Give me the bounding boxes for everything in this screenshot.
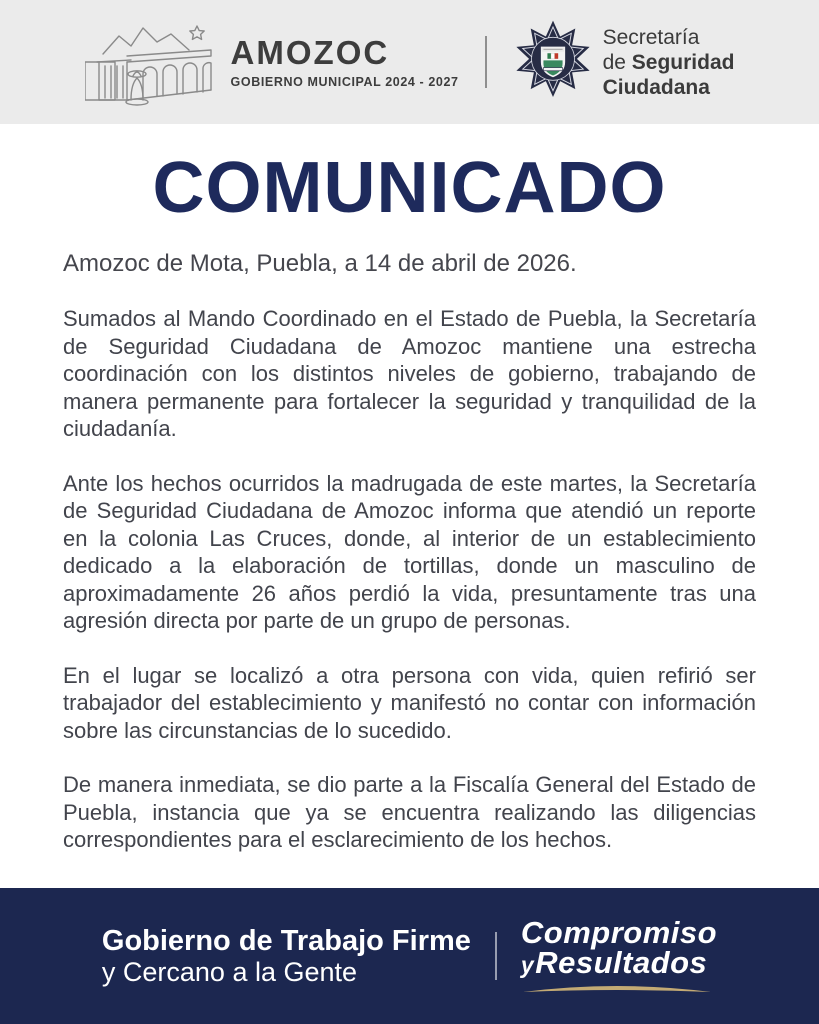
footer-motto-line2: yResultados (520, 945, 708, 980)
page-title: COMUNICADO (152, 148, 667, 228)
amozoc-municipal-logo (85, 16, 459, 108)
amozoc-wordmark-block (230, 33, 459, 89)
footer-slogan-line1: Gobierno de Trabajo Firme (101, 925, 471, 957)
body-paragraph-4: De manera inmediata, se dio parte a la Fiscalía General del Estado de Puebla, instancia que ya se encuentra realizando las diligencias correspondientes para el esclarecimiento de los hechos. (63, 772, 756, 852)
amozoc-subtitle: GOBIERNO MUNICIPAL 2024 - 2027 (230, 74, 459, 89)
footer-slogan-line2: y Cercano a la Gente (101, 957, 358, 987)
header-banner (0, 0, 819, 124)
gold-swoosh-underline (521, 984, 713, 994)
police-star-badge-icon (513, 19, 593, 105)
ssc-title-line2: de Seguridad (602, 50, 735, 74)
amozoc-wordmark: AMOZOC (230, 33, 390, 71)
communique-body (0, 124, 819, 854)
footer-divider (495, 932, 497, 980)
footer-slogan (102, 925, 471, 987)
ssc-title (603, 25, 735, 100)
amozoc-building-illustration (85, 16, 223, 108)
body-paragraph-1: Sumados al Mando Coordinado en el Estado de Puebla, la Secretaría de Seguridad Ciudadana de Amozoc mantiene una estrecha coordinación con los distintos niveles de gobierno, trabajando de manera permanente para fortalecer la seguridad y tranquilidad de la ciudadanía. (63, 306, 756, 441)
body-paragraph-2: Ante los hechos ocurridos la madrugada de este martes, la Secretaría de Seguridad Ciudadana de Amozoc informa que atendió un reporte en la colonia Las Cruces, donde, al interior de un establecimiento dedicado a la elaboración de tortillas, donde un masculino de aproximadamente 26 años perdió la vida, presuntamente tras una agresión directa por parte de un grupo de personas. (63, 470, 756, 633)
ssc-title-line1: Secretaría (602, 25, 700, 49)
footer-banner (0, 888, 819, 1024)
footer-motto-line1: Compromiso (520, 915, 718, 950)
ssc-logo (513, 19, 735, 105)
header-divider (485, 36, 487, 88)
dateline: Amozoc de Mota, Puebla, a 14 de abril de 2026. (63, 250, 577, 277)
footer-motto (520, 915, 718, 994)
ssc-title-line3: Ciudadana (602, 75, 710, 99)
body-paragraph-3: En el lugar se localizó a otra persona con vida, quien refirió ser trabajador del establecimiento y manifestó no contar con información sobre las circunstancias de lo sucedido. (63, 662, 756, 743)
